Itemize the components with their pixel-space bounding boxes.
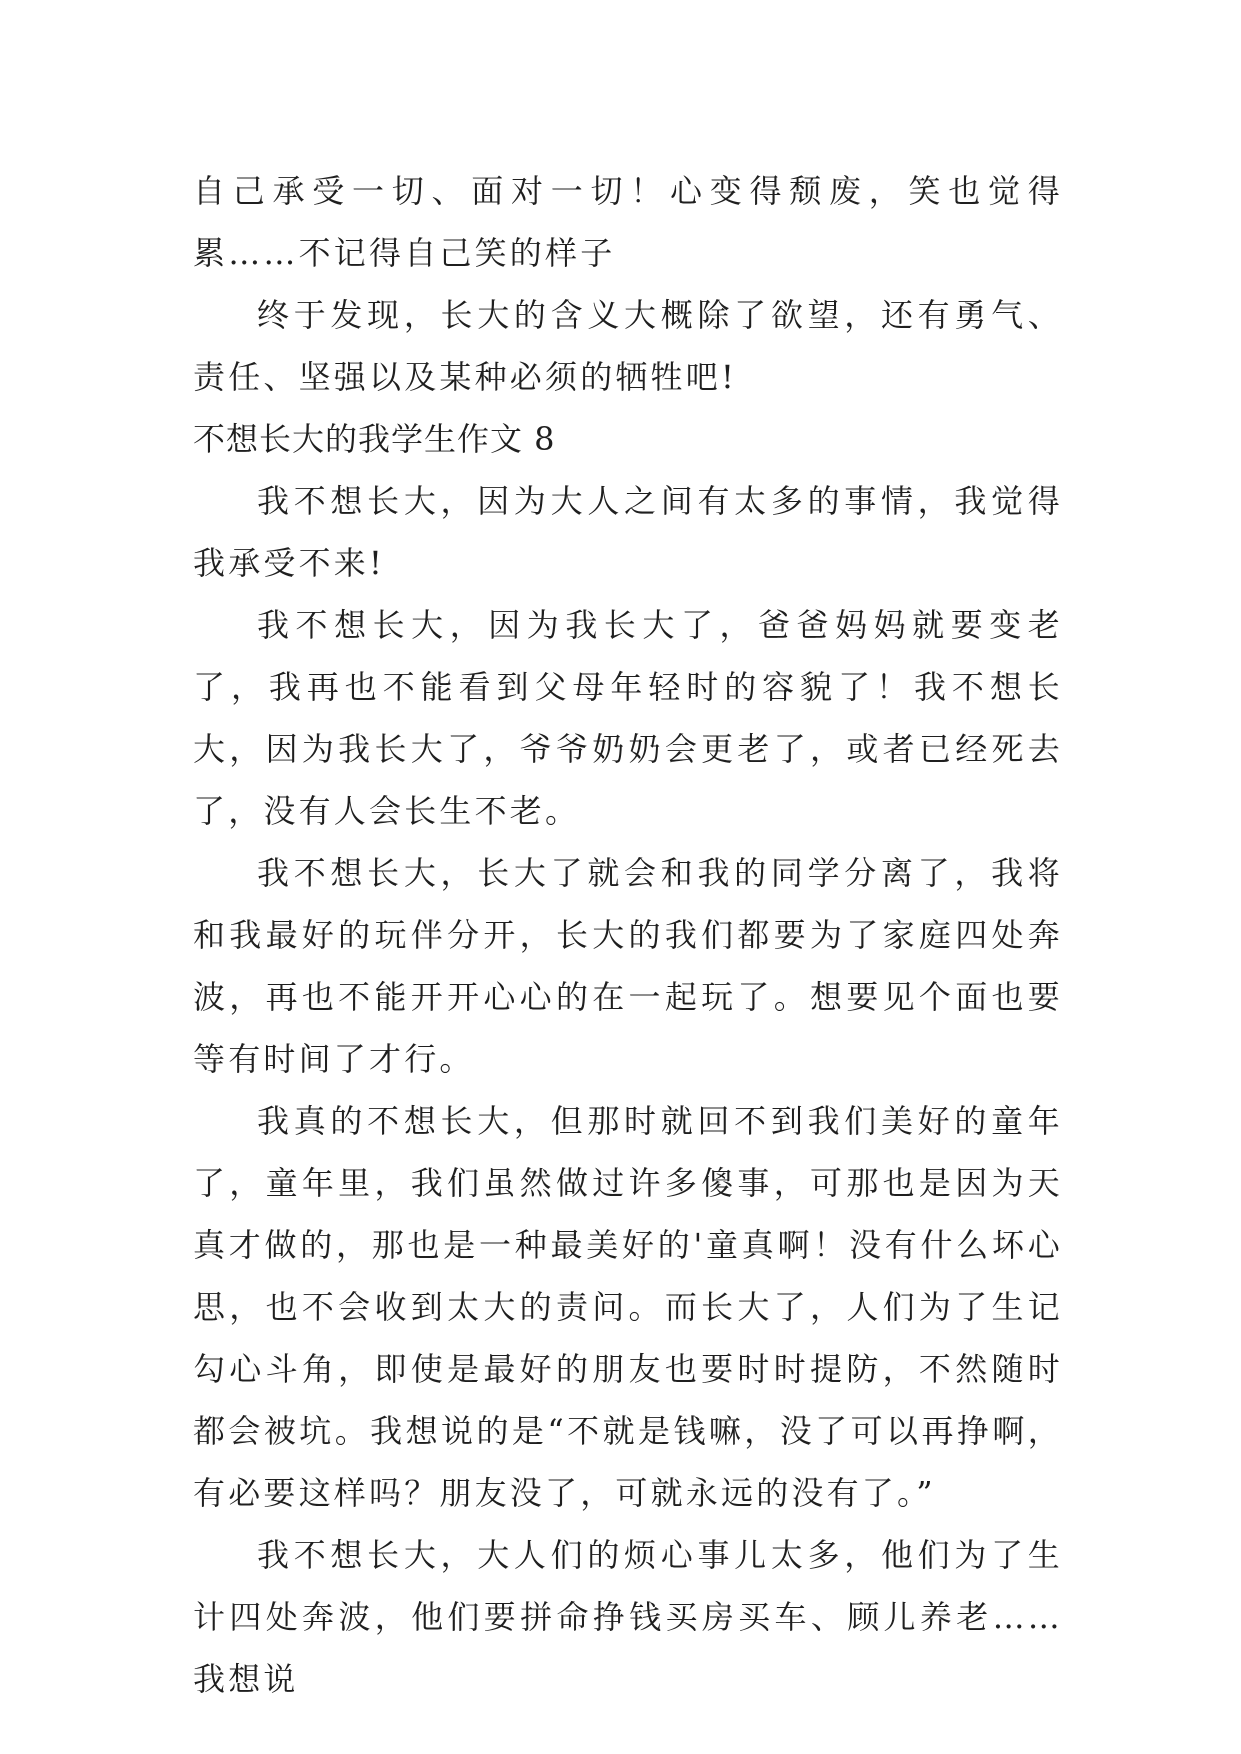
paragraph: 我不想长大，因为大人之间有太多的事情，我觉得我承受不来! (193, 482, 1063, 582)
section-heading: 不想长大的我学生作文 8 (193, 420, 556, 458)
paragraph: 自己承受一切、面对一切！心变得颓废，笑也觉得累……不记得自己笑的样子 (193, 172, 1063, 272)
document-body (193, 160, 1063, 1710)
paragraph: 终于发现，长大的含义大概除了欲望，还有勇气、责任、坚强以及某种必须的牺牲吧! (193, 296, 1063, 396)
paragraph: 我不想长大，长大了就会和我的同学分离了，我将和我最好的玩伴分开，长大的我们都要为了家庭四处奔波，再也不能开开心心的在一起玩了。想要见个面也要等有时间了才行。 (193, 854, 1063, 1078)
paragraph: 我不想长大，大人们的烦心事儿太多，他们为了生计四处奔波，他们要拼命挣钱买房买车、顾儿养老……我想说 (193, 1536, 1063, 1698)
paragraph: 我不想长大，因为我长大了，爸爸妈妈就要变老了，我再也不能看到父母年轻时的容貌了！我不想长大，因为我长大了，爷爷奶奶会更老了，或者已经死去了，没有人会长生不老。 (193, 606, 1063, 830)
paragraph: 我真的不想长大，但那时就回不到我们美好的童年了，童年里，我们虽然做过许多傻事，可那也是因为天真才做的，那也是一种最美好的'童真啊！没有什么坏心思，也不会收到太大的责问。而长大了，人们为了生记勾心斗角，即使是最好的朋友也要时时提防，不然随时都会被坑。我想说的是“不就是钱嘛，没了可以再挣啊，有必要这样吗？朋友没了，可就永远的没有了。” (193, 1102, 1063, 1512)
